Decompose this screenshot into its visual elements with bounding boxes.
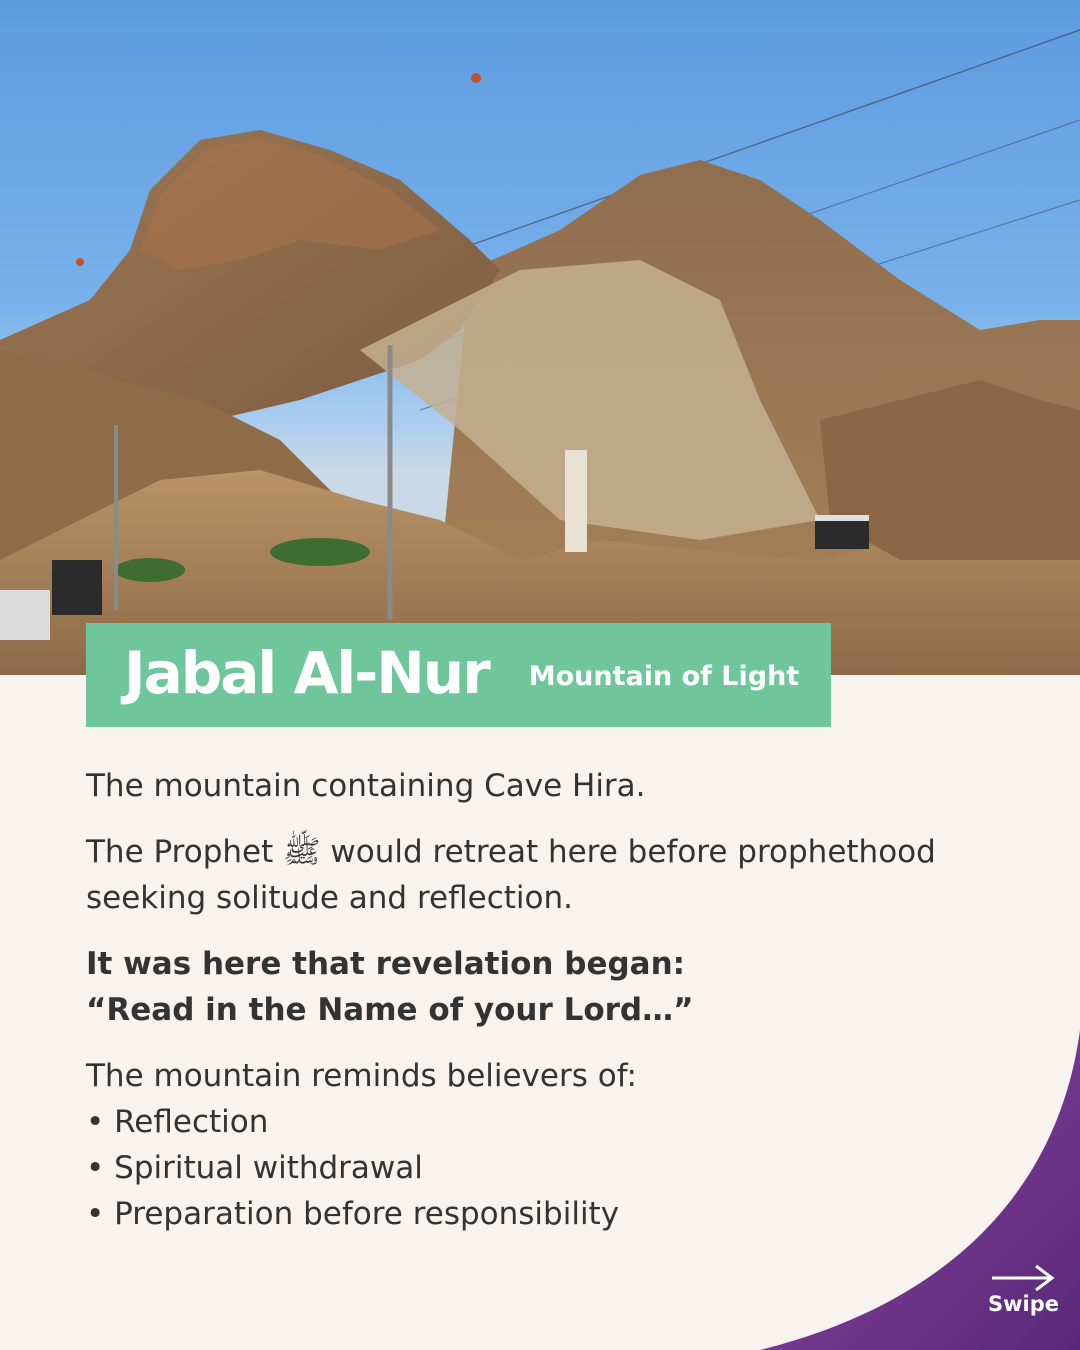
- swipe-button[interactable]: [980, 1262, 1070, 1330]
- arrow-right-icon: [990, 1262, 1056, 1292]
- page-title: Jabal Al-Nur: [124, 639, 489, 707]
- prophet-paragraph: The Prophet ﷺ would retreat here before prophethood seeking solitude and reflection.: [86, 834, 936, 916]
- reminder-heading: The mountain reminds believers of:: [86, 1058, 637, 1094]
- swipe-label: Swipe: [988, 1292, 1059, 1316]
- revelation-line-1: It was here that revelation began:: [86, 946, 686, 982]
- page-subtitle: Mountain of Light: [528, 660, 800, 692]
- intro-paragraph: The mountain containing Cave Hira.: [86, 768, 646, 804]
- list-item: • Spiritual withdrawal: [86, 1150, 423, 1186]
- revelation-line-2: “Read in the Name of your Lord…”: [86, 992, 694, 1028]
- list-item: • Preparation before responsibility: [86, 1196, 620, 1232]
- list-item: • Reflection: [86, 1104, 269, 1140]
